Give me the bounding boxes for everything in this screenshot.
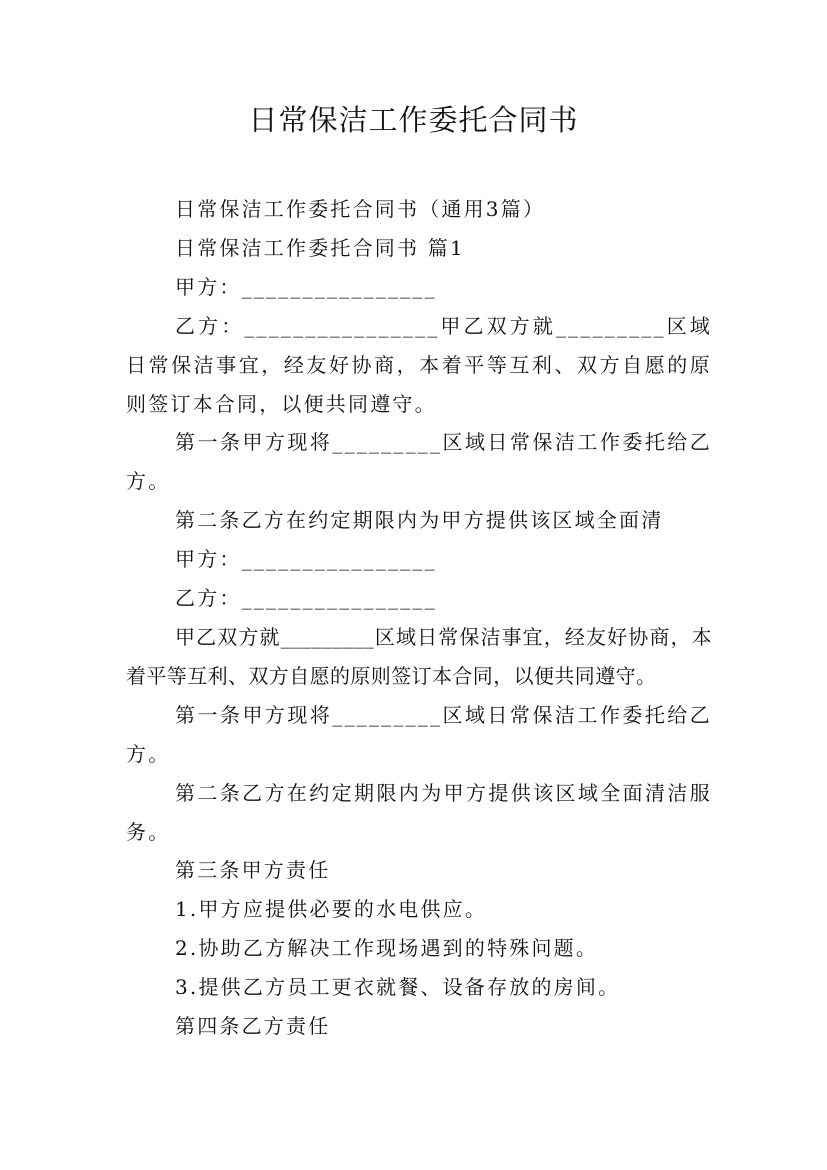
- paragraph-party-a-repeat: 甲方：________________: [175, 547, 437, 572]
- document-body: [126, 190, 712, 1046]
- paragraph-article-2: 第二条乙方在约定期限内为甲方提供该区域全面清洁服务。: [126, 780, 712, 844]
- paragraph-subtitle: 日常保洁工作委托合同书（通用3篇）: [175, 197, 546, 221]
- paragraph-party-a: 甲方：________________: [175, 274, 437, 299]
- paragraph-article-2-fragment: 第二条乙方在约定期限内为甲方提供该区域全面清: [175, 508, 664, 533]
- document-title: 日常保洁工作委托合同书: [248, 103, 579, 137]
- paragraph-article-3-item-2: 2.协助乙方解决工作现场遇到的特殊问题。: [175, 936, 599, 961]
- paragraph-section-heading: 日常保洁工作委托合同书 篇1: [175, 235, 465, 260]
- paragraph-article-1-repeat: 第一条甲方现将_________区域日常保洁工作委托给乙方。: [126, 702, 712, 766]
- paragraph-article-3-item-3: 3.提供乙方员工更衣就餐、设备存放的房间。: [175, 975, 621, 1000]
- paragraph-article-3-heading: 第三条甲方责任: [175, 858, 331, 883]
- paragraph-agreement-intro: 甲乙双方就_________区域日常保洁事宜，经友好协商，本着平等互利、双方自愿的原则签订本合同，以便共同遵守。: [126, 624, 712, 688]
- paragraph-party-b-intro: 乙方：________________甲乙双方就_________区域日常保洁事宜，经友好协商，本着平等互利、双方自愿的原则签订本合同，以便共同遵守。: [126, 313, 712, 416]
- paragraph-article-4-heading: 第四条乙方责任: [175, 1014, 331, 1039]
- paragraph-article-3-item-1: 1.甲方应提供必要的水电供应。: [175, 897, 488, 922]
- paragraph-article-1: 第一条甲方现将_________区域日常保洁工作委托给乙方。: [126, 430, 712, 494]
- paragraph-party-b-repeat: 乙方：________________: [175, 586, 437, 611]
